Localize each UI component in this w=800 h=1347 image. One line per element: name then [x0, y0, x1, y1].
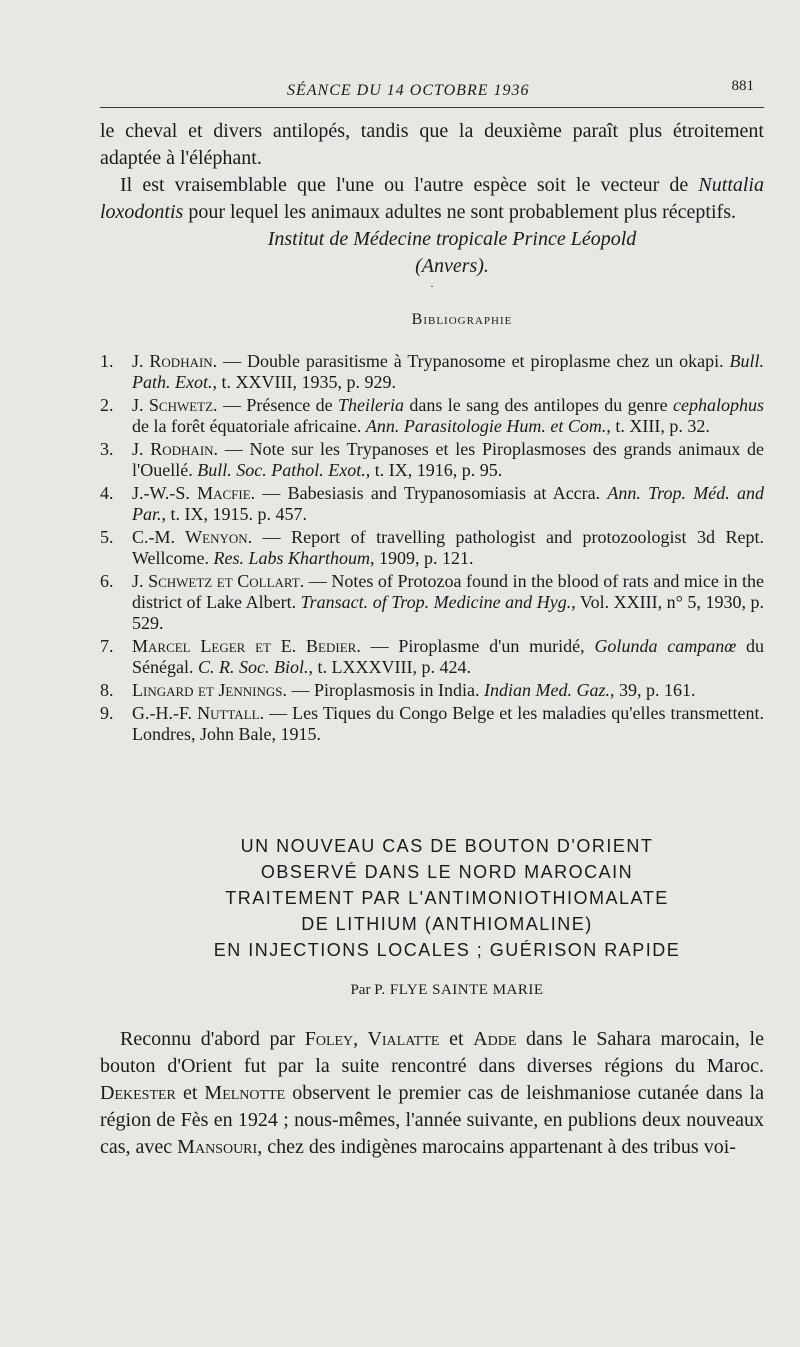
- bib-item: [100, 439, 764, 481]
- text-segment: et: [175, 1082, 205, 1104]
- bib-author: G.-H.-F. Nuttall.: [132, 703, 265, 723]
- bib-author: Lingard et Jennings.: [132, 680, 287, 700]
- bib-author: J. Rodhain.: [132, 439, 219, 459]
- bib-number: 7.: [100, 636, 114, 656]
- institute-signature: Institut de Médecine tropicale Prince Léopold: [267, 228, 637, 250]
- bib-text: — Piroplasmosis in India.: [287, 680, 484, 700]
- intro-paragraph-1: le cheval et divers antilopés, tandis que la deuxième paraît plus étroitement adaptée à l'éléphant.: [100, 120, 764, 169]
- bib-rest: , 39, p. 161.: [609, 680, 696, 700]
- bib-number: 5.: [100, 527, 114, 547]
- article-title: [130, 833, 764, 963]
- bib-rest: , t. XXVIII, 1935, p. 929.: [212, 372, 396, 392]
- article-body: [100, 1026, 764, 1161]
- byline: [130, 977, 764, 1004]
- bib-number: 8.: [100, 680, 114, 700]
- bib-item: [100, 636, 764, 678]
- bib-item: [100, 483, 764, 525]
- bib-number: 4.: [100, 483, 114, 503]
- bib-journal: Res. Labs Kharthoum: [213, 548, 371, 568]
- bib-text: — Double parasitisme à Trypanosome et piroplasme chez un okapi.: [217, 351, 730, 371]
- bib-text: — Note sur les Trypanoses et les Piroplasmoses des grands animaux de l'Ouellé.: [132, 439, 765, 480]
- bib-text: dans le sang des antilopes du genre: [404, 395, 674, 415]
- bib-item: [100, 680, 764, 701]
- bib-author: C.-M. Wenyon.: [132, 527, 253, 547]
- bib-rest: , t. IX, 1916, p. 95.: [365, 460, 503, 480]
- bib-text: — Notes of Protozoa found in the blood of rats and mice in the district of Lake Albert.: [132, 571, 764, 612]
- bib-item: [100, 527, 764, 569]
- bib-journal: Bull. Path. Exot.: [132, 351, 764, 392]
- species-name: Nuttalia loxodontis: [100, 174, 764, 223]
- bib-rest: , Vol. XXIII, n° 5, 1930, p. 529.: [132, 592, 765, 633]
- title-line: OBSERVÉ DANS LE NORD MAROCAIN: [260, 862, 634, 882]
- bib-number: 6.: [100, 571, 114, 591]
- text-segment: observent le premier cas de leishmaniose cutanée dans la région de Fès en 1924 ; nous-mêmes, l'année suivante, en publions deux nouveaux cas, avec: [100, 1082, 764, 1158]
- bib-genus: Theileria: [338, 395, 405, 415]
- bib-item: [100, 703, 764, 745]
- page-number: 881: [731, 78, 754, 94]
- bib-item: [100, 351, 764, 393]
- bib-author: J. Schwetz et Collart.: [132, 571, 305, 591]
- intro-paragraph-2: [100, 172, 764, 226]
- title-line: EN INJECTIONS LOCALES ; GUÉRISON RAPIDE: [213, 940, 681, 960]
- bib-text: — Babesiasis and Trypanosomiasis at Accra.: [255, 483, 608, 503]
- bib-rest: , t. LXXXVIII, p. 424.: [308, 657, 471, 677]
- bib-author: J.-W.-S. Macfie.: [132, 483, 256, 503]
- bibliography-list: [100, 351, 764, 745]
- text-segment: dans le Sahara marocain, le bouton d'Orient fut par la suite rencontré dans diverses régions du Maroc.: [100, 1028, 764, 1077]
- bib-text: — Les Tiques du Congo Belge et les maladies qu'elles transmettent. Londres, John Bale, 1915.: [132, 703, 764, 744]
- byline-author: P. FLYE SAINTE MARIE: [374, 982, 544, 998]
- running-title: SÉANCE DU 14 OCTOBRE 1936: [287, 82, 530, 99]
- bib-journal: Ann. Trop. Méd. and Par.: [132, 483, 765, 524]
- bib-text: du Sénégal.: [132, 636, 764, 677]
- title-line: UN NOUVEAU CAS DE BOUTON D'ORIENT: [240, 836, 654, 856]
- bib-journal: Transact. of Trop. Medicine and Hyg.: [300, 592, 572, 612]
- bib-number: 2.: [100, 395, 114, 415]
- bib-item: [100, 571, 764, 634]
- bib-text: — Piroplasme d'un muridé,: [360, 636, 595, 656]
- bib-number: 9.: [100, 703, 114, 723]
- bib-journal: C. R. Soc. Biol.: [197, 657, 309, 677]
- author-names: Mansouri: [177, 1136, 258, 1158]
- bib-item: [100, 395, 764, 437]
- bib-journal: Ann. Parasitologie Hum. et Com.: [365, 416, 607, 436]
- article-paragraph: [100, 1026, 764, 1161]
- text-segment: Reconnu d'abord par: [120, 1028, 305, 1050]
- author-names: Melnotte: [204, 1082, 286, 1104]
- text-segment: et: [439, 1028, 474, 1050]
- section-gap: [100, 747, 764, 833]
- bib-text: de la forêt équatoriale africaine.: [132, 416, 366, 436]
- bib-text: — Présence de: [217, 395, 339, 415]
- title-line: TRAITEMENT PAR L'ANTIMONIOTHIOMALATE: [225, 888, 669, 908]
- header-rule: [100, 107, 764, 108]
- bib-number: 1.: [100, 351, 114, 371]
- bibliography-heading: Bibliographie: [411, 311, 513, 328]
- bib-author: J. Rodhain.: [132, 351, 218, 371]
- bib-journal: Bull. Soc. Pathol. Exot.: [197, 460, 366, 480]
- bib-text: — Report of travelling pathologist and protozoologist 3d Rept. Wellcome.: [132, 527, 764, 568]
- bib-journal: Indian Med. Gaz.: [484, 680, 610, 700]
- bib-rest: , 1909, p. 121.: [370, 548, 474, 568]
- page-header: [100, 76, 760, 106]
- para2-end: pour lequel les animaux adultes ne sont probablement plus réceptifs.: [183, 201, 736, 223]
- author-names: Adde: [473, 1028, 517, 1050]
- bib-rest: , t. IX, 1915. p. 457.: [161, 504, 308, 524]
- bib-species: Golunda campanœ: [594, 636, 737, 656]
- para2-start: Il est vraisemblable que l'une ou l'autre espèce soit le vecteur de: [120, 174, 699, 196]
- institute-city: (Anvers).: [415, 255, 489, 277]
- separator-dot: ·: [430, 279, 434, 293]
- bib-author: J. Schwetz.: [132, 395, 218, 415]
- author-names: Dekester: [100, 1082, 176, 1104]
- bib-rest: , t. XIII, p. 32.: [606, 416, 710, 436]
- text-segment: , chez des indigènes marocains appartenant à des tribus voi-: [257, 1136, 736, 1158]
- bib-number: 3.: [100, 439, 114, 459]
- bib-genus: cephalophus: [673, 395, 765, 415]
- bib-author: Marcel Leger et E. Bedier.: [132, 636, 361, 656]
- byline-prefix: Par: [350, 982, 375, 998]
- page-body: [100, 118, 764, 1161]
- author-names: Foley, Vialatte: [304, 1028, 440, 1050]
- title-line: DE LITHIUM (ANTHIOMALINE): [301, 914, 593, 934]
